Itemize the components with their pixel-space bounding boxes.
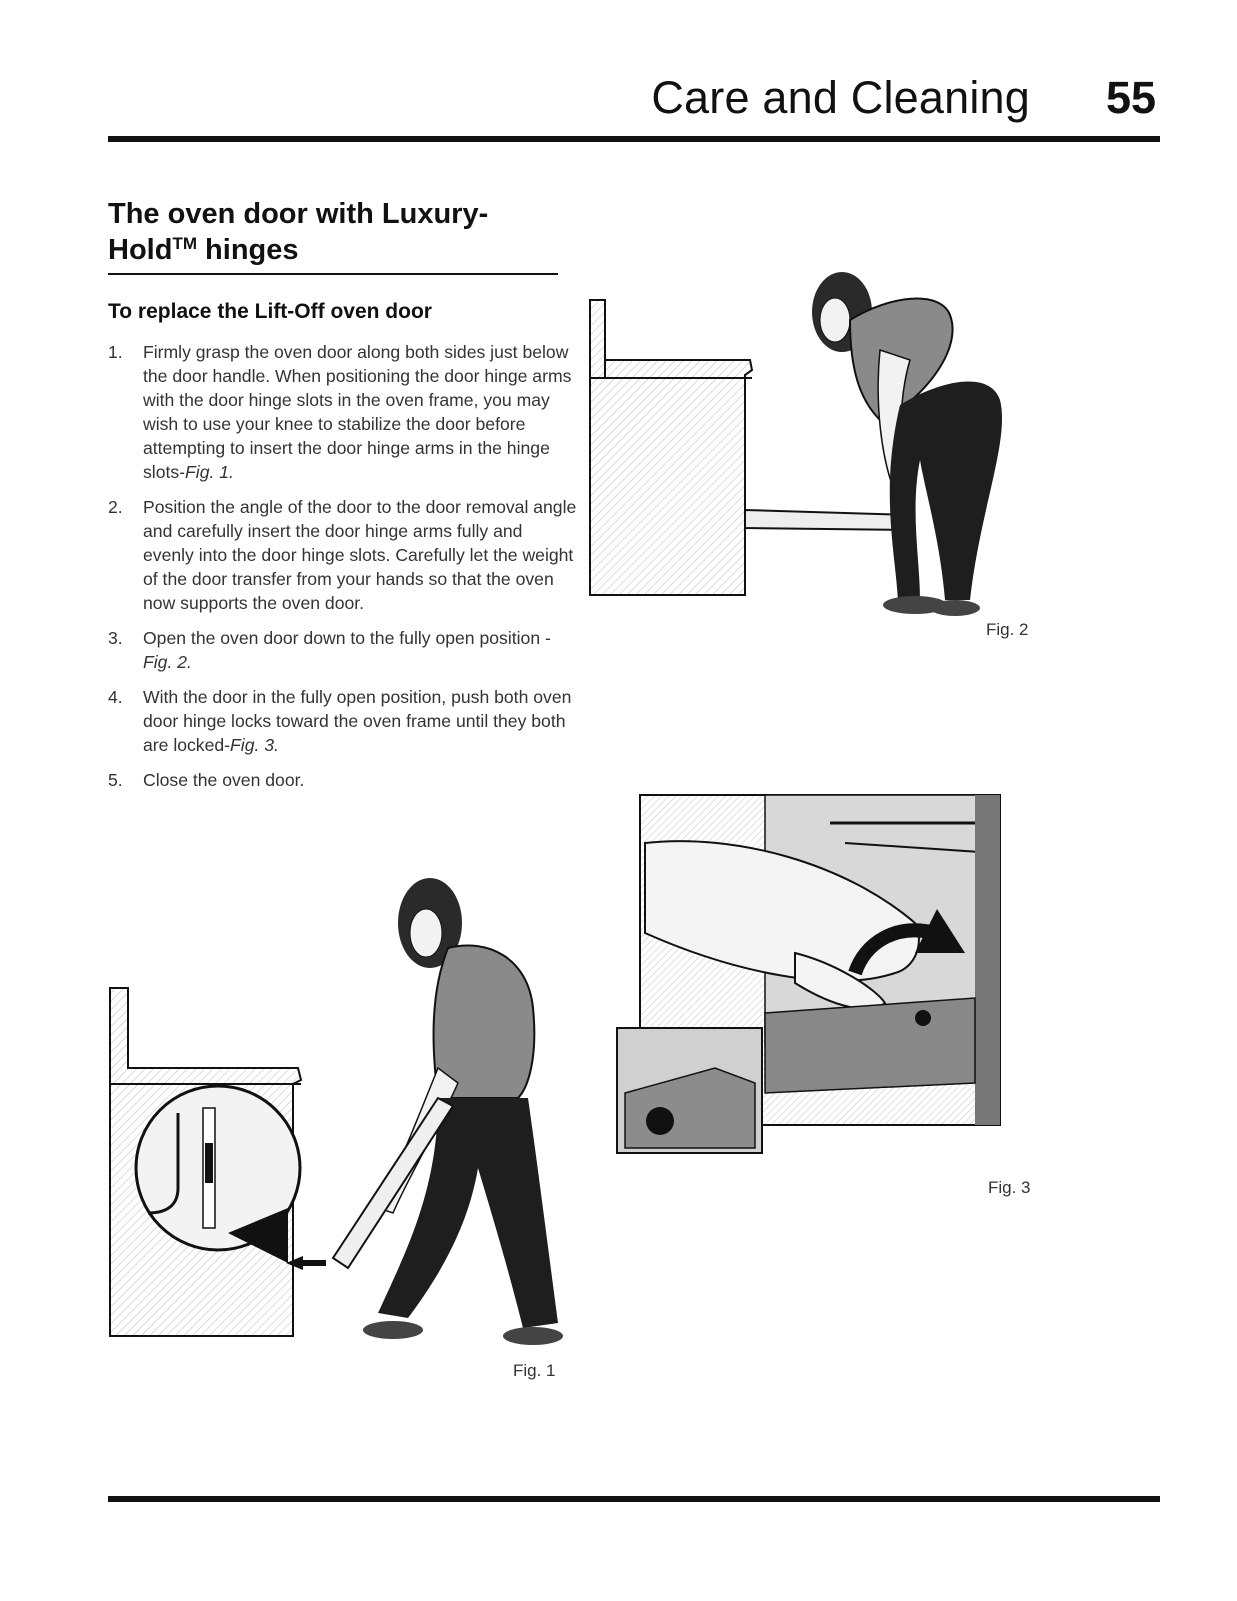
header-title: Care and Cleaning (651, 72, 1030, 123)
step-item: 3. Open the oven door down to the fully open position -Fig. 2. (108, 628, 551, 672)
subsection-title: To replace the Lift-Off oven door (108, 300, 432, 323)
header-rule (108, 136, 1160, 142)
section-rule (108, 273, 558, 275)
step-item: 1. Firmly grasp the oven door along both sides just below the door handle. When positioning the door hinge arms with the door hinge slots in the oven frame, you may wish to use your knee to stabilize the door before attempting to insert the door hinge arms in the hinge slots-Fig. 1. (108, 342, 572, 482)
fig2-illustration (580, 260, 1050, 630)
page-number: 55 (1105, 72, 1156, 123)
fig3-label: Fig. 3 (988, 1178, 1031, 1197)
footer-rule (108, 1496, 1160, 1502)
step-item: 4. With the door in the fully open position, push both oven door hinge locks toward the oven frame until they both are locked-Fig. 3. (108, 687, 572, 755)
step-item: 5. Close the oven door. (108, 770, 305, 790)
fig3-illustration (615, 793, 1005, 1155)
section-title: The oven door with Luxury- Hold™ hinges (108, 198, 489, 266)
fig1-label: Fig. 1 (513, 1361, 556, 1380)
instruction-steps (108, 340, 578, 803)
fig2-label: Fig. 2 (986, 620, 1029, 639)
step-item: 2. Position the angle of the door to the door removal angle and carefully insert the door hinge arms fully and evenly into the door hinge slots. Carefully let the weight of the door transfer from your hands so that the oven now supports the oven door. (108, 497, 577, 613)
fig1-illustration (108, 868, 568, 1348)
page-header (108, 62, 1160, 142)
